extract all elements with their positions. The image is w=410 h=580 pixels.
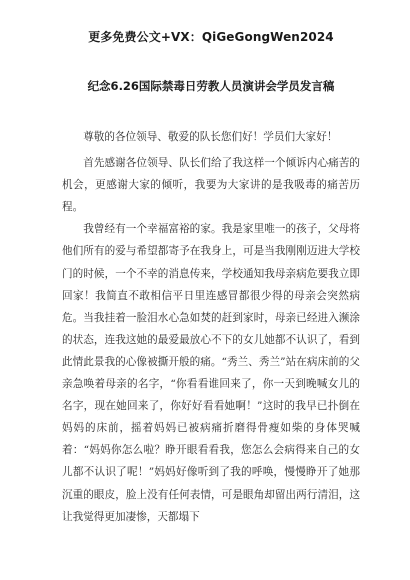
paragraph-intro: 首先感谢各位领导、队长们给了我这样一个倾诉内心痛苦的机会，更感谢大家的倾听，我要为大家讲的是我吸毒的痛苦历程。 bbox=[62, 157, 360, 214]
paragraph-story: 我曾经有一个幸福富裕的家。我是家里唯一的孩子，父母将他们所有的爱与希望都寄予在我身上，可是当我刚刚迈进大学校门的时候，一个不幸的消息传来，学校通知我母亲病危要我立即回家！我简直不敢相信平日里连感冒都很少得的母亲会突然病危。当我挂着一脸泪水心急如焚的赶到家时，母亲已经进入濒涂的状态，连我这她的最爱最放心不下的女儿她都不认识了，看到此情此景我的心像被撕开般的痛。“秀兰、秀兰”站在病床前的父亲急唤着母亲的名字，“你看看谁回来了，你一天到晚喊女儿的名字，现在她回来了，你好好看看她啊！”这时的我早已扑倒在妈妈的床前，摇着妈妈已被病痛折磨得骨瘦如柴的身体哭喊着：“妈妈你怎么啦？睁开眼看看我，您怎么会病得来自己的女儿都不认识了呢！”妈妈好像听到了我的呼唤，慢慢睁开了她那沉重的眼皮，脸上没有任何表情，可是眼角却留出两行清泪，这让我觉得更加凄惨，天都塌下 bbox=[62, 223, 360, 523]
paragraph-greeting: 尊敬的各位领导、敬爱的队长您们好！学员们大家好！ bbox=[83, 131, 338, 143]
page-header: 更多免费公文+VX：QiGeGongWen2024 bbox=[88, 30, 334, 44]
document-title: 纪念6.26国际禁毒日劳教人员演讲会学员发言稿 bbox=[87, 79, 335, 93]
